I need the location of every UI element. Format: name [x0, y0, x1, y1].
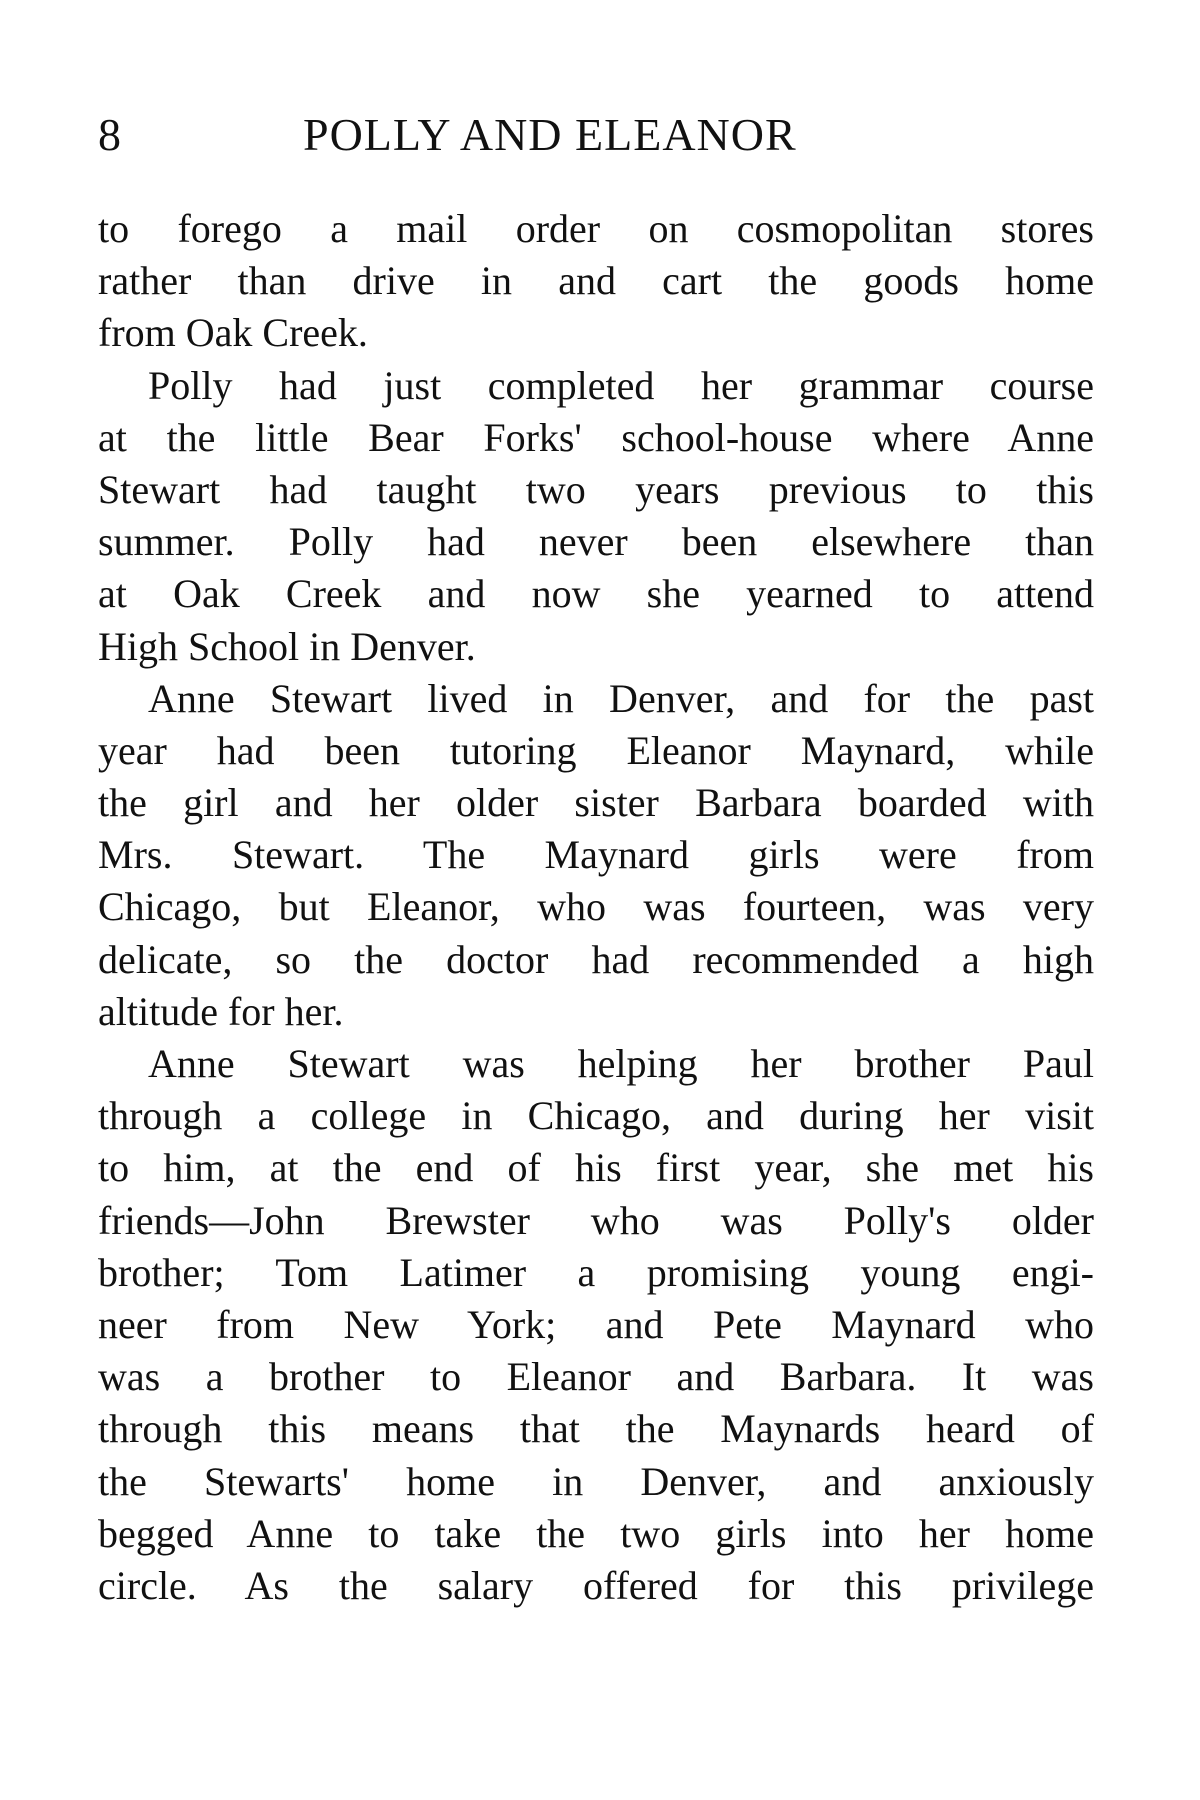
text-line: altitude for her.	[98, 988, 344, 1034]
body-text	[98, 203, 1094, 1612]
text-line: Anne Stewart was helping her brother Paul	[148, 1041, 1094, 1086]
text-line: begged Anne to take the two girls into her home	[98, 1510, 1094, 1556]
text-line: through a college in Chicago, and during her visit	[98, 1093, 1094, 1139]
text-line: brother; Tom Latimer a promising young engi-	[98, 1249, 1094, 1295]
running-title: POLLY AND ELEANOR	[303, 109, 797, 160]
text-line: from Oak Creek.	[98, 310, 368, 356]
text-line: at the little Bear Forks' school-house where Anne	[98, 414, 1094, 460]
text-line: the girl and her older sister Barbara boarded with	[98, 780, 1094, 826]
text-line: High School in Denver.	[98, 623, 476, 669]
text-line: circle. As the salary offered for this privilege	[98, 1562, 1094, 1608]
running-head	[98, 108, 1094, 168]
text-line: friends—John Brewster who was Polly's older	[98, 1197, 1094, 1243]
text-line: to him, at the end of his first year, she met his	[98, 1145, 1094, 1191]
text-line: through this means that the Maynards heard of	[98, 1406, 1094, 1452]
page-number: 8	[98, 109, 122, 160]
text-line: Anne Stewart lived in Denver, and for the past	[148, 675, 1094, 721]
text-line: to forego a mail order on cosmopolitan stores	[98, 206, 1094, 251]
text-line: at Oak Creek and now she yearned to attend	[98, 571, 1094, 617]
text-line: summer. Polly had never been elsewhere than	[98, 519, 1094, 565]
text-line: neer from New York; and Pete Maynard who	[98, 1301, 1094, 1347]
text-line: year had been tutoring Eleanor Maynard, while	[98, 727, 1094, 773]
text-line: Mrs. Stewart. The Maynard girls were from	[98, 832, 1094, 878]
text-line: rather than drive in and cart the goods home	[98, 258, 1094, 304]
text-line: Chicago, but Eleanor, who was fourteen, was very	[98, 884, 1094, 930]
text-line: Polly had just completed her grammar course	[148, 362, 1094, 408]
text-line: delicate, so the doctor had recommended a high	[98, 936, 1094, 982]
text-line: the Stewarts' home in Denver, and anxiously	[98, 1458, 1094, 1504]
text-line: Stewart had taught two years previous to this	[98, 466, 1094, 512]
text-line: was a brother to Eleanor and Barbara. It was	[98, 1354, 1094, 1400]
